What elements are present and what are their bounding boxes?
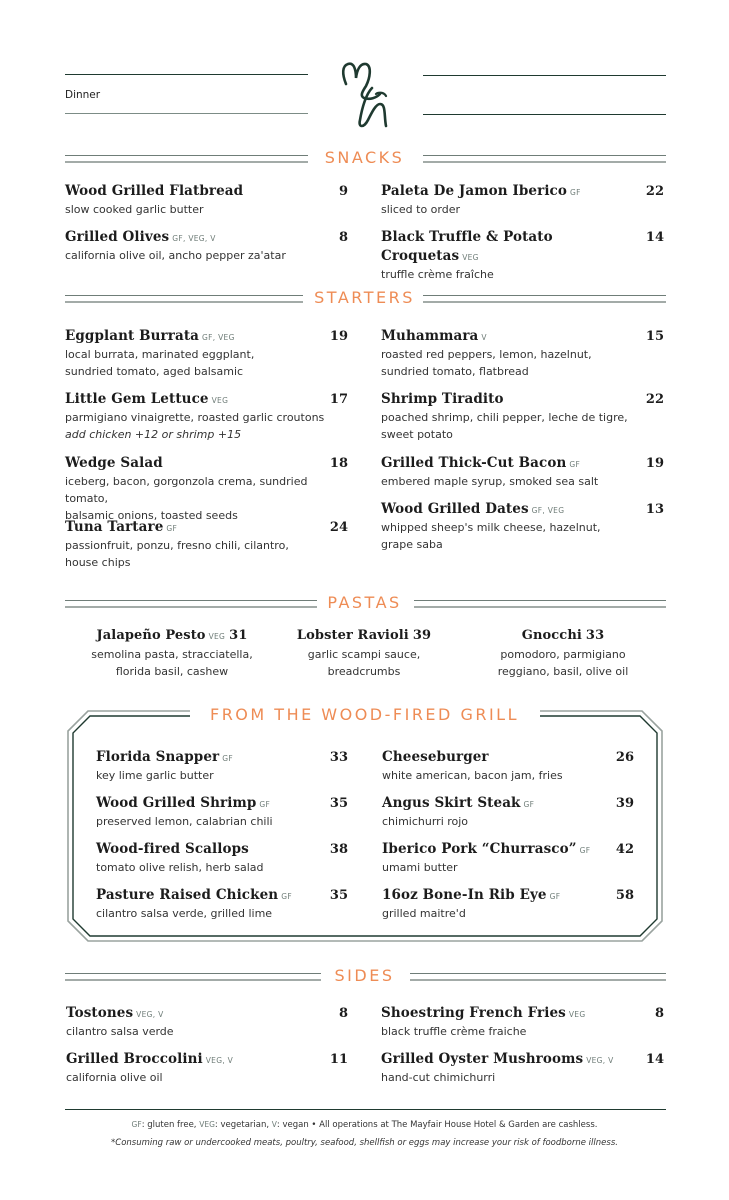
menu-item-name-wrap bbox=[65, 388, 228, 407]
menu-item bbox=[96, 884, 348, 922]
description-line: pomodoro, parmigiano bbox=[500, 648, 626, 661]
starters-rule-left bbox=[65, 295, 303, 303]
menu-item-header bbox=[96, 792, 348, 811]
menu-item-price: 35 bbox=[329, 796, 348, 811]
menu-item-price: 9 bbox=[338, 184, 348, 199]
legend-gf-key: GF bbox=[131, 1120, 142, 1129]
menu-item bbox=[65, 452, 348, 524]
pasta-item-header bbox=[473, 624, 653, 643]
menu-item-price: 35 bbox=[329, 888, 348, 903]
menu-item-price: 38 bbox=[329, 842, 348, 857]
header-rule-top-right bbox=[423, 75, 666, 76]
menu-item-name-wrap bbox=[381, 1002, 585, 1021]
menu-item-description bbox=[381, 346, 664, 380]
menu-item-price: 39 bbox=[615, 796, 634, 811]
menu-item bbox=[381, 498, 664, 553]
menu-item-price: 22 bbox=[645, 184, 664, 199]
description-line: iceberg, bacon, gorgonzola crema, sundried tomato, bbox=[65, 475, 308, 505]
add-on-note: add chicken +12 or shrimp +15 bbox=[65, 428, 242, 441]
description-line: key lime garlic butter bbox=[96, 769, 214, 782]
description-line: white american, bacon jam, fries bbox=[382, 769, 563, 782]
dietary-tag: GF bbox=[569, 460, 581, 469]
menu-item-name: Lobster Ravioli bbox=[296, 628, 409, 643]
menu-item-description bbox=[66, 1023, 348, 1040]
menu-item-name-wrap bbox=[381, 1048, 614, 1067]
menu-item-name-wrap bbox=[96, 792, 270, 811]
menu-item bbox=[65, 388, 348, 443]
menu-item-name: Shrimp Tiradito bbox=[381, 391, 504, 407]
menu-item-description bbox=[381, 266, 664, 283]
description-line: embered maple syrup, smoked sea salt bbox=[381, 475, 599, 488]
menu-item bbox=[381, 1002, 664, 1040]
menu-item bbox=[382, 884, 634, 922]
menu-item-header bbox=[66, 1048, 348, 1067]
menu-item-header bbox=[382, 838, 634, 857]
menu-item-description bbox=[65, 201, 348, 218]
menu-item-description bbox=[381, 201, 664, 218]
menu-item-price: 58 bbox=[615, 888, 634, 903]
menu-item-name-wrap bbox=[96, 746, 233, 765]
menu-item-description bbox=[96, 767, 348, 784]
menu-item-name: Grilled Oyster Mushrooms bbox=[381, 1051, 584, 1067]
section-title-grill: FROM THE WOOD-FIRED GRILL bbox=[209, 705, 520, 724]
menu-item-header bbox=[65, 516, 348, 535]
menu-item-header bbox=[65, 388, 348, 407]
menu-item-price: 33 bbox=[329, 750, 348, 765]
dietary-tag: VEG bbox=[568, 1010, 586, 1019]
menu-item-name: Wood Grilled Flatbread bbox=[65, 183, 244, 199]
menu-item-description bbox=[473, 646, 653, 680]
menu-item-price: 8 bbox=[654, 1006, 664, 1021]
dietary-tag: GF bbox=[259, 800, 271, 809]
menu-item-name-wrap bbox=[381, 226, 646, 264]
menu-item-name: Cheeseburger bbox=[382, 749, 489, 765]
menu-item-description bbox=[382, 813, 634, 830]
menu-item-name-wrap bbox=[381, 498, 564, 517]
menu-item-name-wrap bbox=[66, 1002, 164, 1021]
menu-item-header bbox=[381, 388, 664, 407]
menu-item bbox=[65, 516, 348, 571]
legend-veg-key: VEG bbox=[199, 1120, 215, 1129]
menu-item-description bbox=[82, 646, 262, 680]
menu-item-description bbox=[382, 905, 634, 922]
menu-item-header bbox=[381, 498, 664, 517]
dietary-tag: VEG, V bbox=[205, 1056, 234, 1065]
menu-item bbox=[381, 1048, 664, 1086]
menu-item-description bbox=[381, 519, 664, 553]
description-line: cilantro salsa verde, grilled lime bbox=[96, 907, 273, 920]
menu-item-name-wrap bbox=[66, 1048, 233, 1067]
menu-item-description bbox=[66, 1069, 348, 1086]
menu-item-price: 15 bbox=[645, 329, 664, 344]
description-line: california olive oil bbox=[66, 1071, 163, 1084]
meal-label: Dinner bbox=[65, 89, 101, 101]
menu-item-name: Grilled Thick-Cut Bacon bbox=[381, 455, 567, 471]
menu-item-header bbox=[382, 746, 634, 765]
dietary-tag: VEG bbox=[462, 253, 479, 262]
menu-item-description bbox=[381, 473, 664, 490]
menu-item-name-wrap bbox=[381, 325, 487, 344]
dietary-tag: GF, VEG, V bbox=[172, 234, 216, 243]
menu-item-description bbox=[96, 905, 348, 922]
menu-item-header bbox=[65, 226, 348, 245]
starters-rule-right bbox=[423, 295, 666, 303]
section-title-starters: STARTERS bbox=[314, 288, 415, 307]
menu-item-name: Angus Skirt Steak bbox=[382, 795, 521, 811]
menu-item bbox=[96, 746, 348, 784]
menu-item-name: Jalapeño Pesto bbox=[96, 628, 206, 643]
section-title-sides: SIDES bbox=[334, 966, 395, 985]
description-line: poached shrimp, chili pepper, leche de tigre, bbox=[381, 411, 628, 424]
dietary-tag: GF bbox=[569, 188, 581, 197]
menu-item-price: 24 bbox=[329, 520, 348, 535]
menu-item-price: 33 bbox=[585, 628, 605, 643]
menu-item-header bbox=[65, 452, 348, 471]
description-line: parmigiano vinaigrette, roasted garlic croutons bbox=[65, 411, 325, 424]
menu-item-description bbox=[65, 247, 348, 264]
menu-item-name-wrap bbox=[65, 325, 235, 344]
menu-item-name: Tuna Tartare bbox=[65, 519, 164, 535]
pasta-item-header bbox=[274, 624, 454, 643]
menu-item-name: Eggplant Burrata bbox=[65, 328, 200, 344]
section-title-pastas: PASTAS bbox=[327, 593, 402, 612]
dietary-tag: VEG, V bbox=[586, 1056, 614, 1065]
menu-item-description bbox=[274, 646, 454, 680]
menu-item-name: Paleta De Jamon Iberico bbox=[381, 183, 567, 199]
menu-item-price: 19 bbox=[329, 329, 348, 344]
menu-item bbox=[382, 792, 634, 830]
menu-item-price: 18 bbox=[329, 456, 348, 471]
description-line: sundried tomato, aged balsamic bbox=[65, 365, 244, 378]
menu-item-name: Little Gem Lettuce bbox=[65, 391, 209, 407]
description-line: grape saba bbox=[381, 538, 443, 551]
description-line: garlic scampi sauce, bbox=[307, 648, 421, 661]
snacks-rule-right bbox=[423, 155, 666, 163]
menu-item-header bbox=[382, 792, 634, 811]
menu-item-header bbox=[381, 452, 664, 471]
menu-item-header bbox=[66, 1002, 348, 1021]
sides-rule-left bbox=[65, 973, 321, 981]
menu-item-header bbox=[381, 226, 664, 264]
menu-item-header bbox=[65, 325, 348, 344]
menu-item bbox=[381, 226, 664, 283]
menu-item-name-wrap bbox=[382, 838, 590, 857]
menu-item-header bbox=[65, 180, 348, 199]
dietary-tag: GF bbox=[166, 524, 178, 533]
menu-item-description bbox=[96, 859, 348, 876]
menu-item-price: 14 bbox=[645, 1052, 664, 1067]
dietary-tag: GF, VEG bbox=[531, 506, 565, 515]
menu-item-name-wrap bbox=[381, 180, 581, 199]
menu-item-description bbox=[381, 409, 664, 443]
menu-item-name: Wood Grilled Shrimp bbox=[96, 795, 257, 811]
menu-item bbox=[381, 180, 664, 218]
dietary-tag: VEG bbox=[208, 632, 226, 641]
menu-item-description bbox=[381, 1023, 664, 1040]
menu-item bbox=[66, 1048, 348, 1086]
menu-item-price: 11 bbox=[329, 1052, 348, 1067]
menu-item-price: 19 bbox=[645, 456, 664, 471]
menu-item-name: Grilled Broccolini bbox=[66, 1051, 203, 1067]
menu-item-name: Florida Snapper bbox=[96, 749, 220, 765]
description-line: tomato olive relish, herb salad bbox=[96, 861, 264, 874]
menu-item-description bbox=[96, 813, 348, 830]
menu-item-price: 26 bbox=[615, 750, 634, 765]
menu-item-name: Black Truffle & Potato Croquetas bbox=[381, 229, 553, 264]
description-line: reggiano, basil, olive oil bbox=[497, 665, 629, 678]
menu-item-header bbox=[96, 746, 348, 765]
menu-item-price: 14 bbox=[645, 230, 664, 245]
description-line: umami butter bbox=[382, 861, 458, 874]
description-line: passionfruit, ponzu, fresno chili, cilantro, bbox=[65, 539, 289, 552]
menu-item-header bbox=[96, 884, 348, 903]
menu-item-name: Grilled Olives bbox=[65, 229, 170, 245]
menu-item bbox=[65, 325, 348, 380]
legend-v-key: V bbox=[271, 1120, 277, 1129]
menu-item bbox=[381, 325, 664, 380]
dietary-tag: GF bbox=[579, 846, 591, 855]
description-line: california olive oil, ancho pepper za'atar bbox=[65, 249, 286, 262]
menu-item-header bbox=[96, 838, 348, 857]
menu-item-price: 17 bbox=[329, 392, 348, 407]
dietary-tag: V bbox=[481, 333, 487, 342]
menu-item bbox=[381, 452, 664, 490]
menu-item bbox=[381, 388, 664, 443]
menu-item-name: Shoestring French Fries bbox=[381, 1005, 566, 1021]
menu-item-name: Muhammara bbox=[381, 328, 479, 344]
menu-item-name-wrap bbox=[65, 516, 177, 535]
description-line: breadcrumbs bbox=[327, 665, 401, 678]
menu-item-header bbox=[381, 1002, 664, 1021]
sides-rule-right bbox=[410, 973, 666, 981]
menu-item-name: Wood-fired Scallops bbox=[96, 841, 249, 857]
menu-item-price: 39 bbox=[412, 628, 432, 643]
dietary-tag: VEG, V bbox=[136, 1010, 164, 1019]
menu-item-header bbox=[381, 180, 664, 199]
menu-item-name-wrap bbox=[381, 388, 504, 407]
menu-item-name: Iberico Pork “Churrasco” bbox=[382, 841, 577, 857]
description-line: semolina pasta, stracciatella, bbox=[91, 648, 253, 661]
description-line: sweet potato bbox=[381, 428, 453, 441]
dietary-tag: GF bbox=[523, 800, 535, 809]
menu-item-name-wrap bbox=[381, 452, 580, 471]
legend-v: : vegan • All operations at The Mayfair House Hotel & Garden are cashless. bbox=[276, 1120, 598, 1130]
description-line: house chips bbox=[65, 556, 131, 569]
legend-gf: : gluten free, bbox=[141, 1120, 200, 1130]
description-line: black truffle crème fraiche bbox=[381, 1025, 527, 1038]
description-line: chimichurri rojo bbox=[382, 815, 469, 828]
menu-item-description bbox=[382, 767, 634, 784]
menu-item bbox=[65, 226, 348, 264]
dietary-legend bbox=[0, 1120, 729, 1130]
menu-item-name-wrap bbox=[96, 838, 249, 857]
footer-rule bbox=[65, 1109, 666, 1110]
menu-item-name-wrap bbox=[382, 746, 489, 765]
description-line: truffle crème fraîche bbox=[381, 268, 494, 281]
menu-item-name: 16oz Bone-In Rib Eye bbox=[382, 887, 547, 903]
pastas-rule-right bbox=[414, 600, 666, 608]
menu-item-price: 8 bbox=[338, 1006, 348, 1021]
menu-item-name-wrap bbox=[65, 452, 163, 471]
menu-item-description bbox=[381, 1069, 664, 1086]
header-rule-bottom-left bbox=[65, 113, 308, 114]
description-line: whipped sheep's milk cheese, hazelnut, bbox=[381, 521, 601, 534]
section-title-snacks: SNACKS bbox=[324, 148, 405, 167]
dietary-tag: GF, VEG bbox=[202, 333, 235, 342]
menu-item-price: 31 bbox=[229, 628, 248, 643]
description-line: hand-cut chimichurri bbox=[381, 1071, 496, 1084]
menu-item-name-wrap bbox=[65, 180, 243, 199]
description-line: balsamic onions, toasted seeds bbox=[65, 509, 238, 522]
pastas-rule-left bbox=[65, 600, 317, 608]
foodborne-disclaimer: *Consuming raw or undercooked meats, poultry, seafood, shellfish or eggs may increase your risk of foodborne illness. bbox=[111, 1138, 618, 1148]
description-line: cilantro salsa verde bbox=[66, 1025, 174, 1038]
header-rule-bottom-right bbox=[423, 114, 666, 115]
menu-item bbox=[382, 838, 634, 876]
description-line: preserved lemon, calabrian chili bbox=[96, 815, 273, 828]
dietary-tag: GF bbox=[281, 892, 292, 901]
pasta-item bbox=[473, 624, 653, 680]
menu-item-name-wrap bbox=[382, 884, 560, 903]
dietary-tag: VEG bbox=[211, 396, 229, 405]
menu-item-name-wrap bbox=[96, 884, 292, 903]
pasta-item bbox=[274, 624, 454, 680]
pasta-item-header bbox=[82, 624, 262, 643]
menu-item-description bbox=[65, 537, 348, 571]
description-line: sliced to order bbox=[381, 203, 461, 216]
menu-item-name-wrap bbox=[65, 226, 216, 245]
pasta-item bbox=[82, 624, 262, 680]
menu-item bbox=[382, 746, 634, 784]
dietary-tag: GF bbox=[549, 892, 561, 901]
menu-item bbox=[66, 1002, 348, 1040]
snacks-rule-left bbox=[65, 155, 308, 163]
menu-item-name: Gnocchi bbox=[521, 628, 582, 643]
menu-item-name: Tostones bbox=[66, 1005, 134, 1021]
dietary-tag: GF bbox=[222, 754, 233, 763]
description-line: florida basil, cashew bbox=[115, 665, 229, 678]
description-line: grilled maitre'd bbox=[382, 907, 466, 920]
menu-item-header bbox=[381, 325, 664, 344]
menu-item bbox=[96, 838, 348, 876]
description-line: local burrata, marinated eggplant, bbox=[65, 348, 255, 361]
description-line: sundried tomato, flatbread bbox=[381, 365, 529, 378]
menu-item bbox=[96, 792, 348, 830]
menu-item-description bbox=[65, 409, 348, 443]
menu-item-description bbox=[65, 346, 348, 380]
description-line: roasted red peppers, lemon, hazelnut, bbox=[381, 348, 592, 361]
legend-veg: : vegetarian, bbox=[214, 1120, 272, 1130]
menu-item-name: Wood Grilled Dates bbox=[381, 501, 529, 517]
menu-item-price: 8 bbox=[338, 230, 348, 245]
menu-item-name-wrap bbox=[382, 792, 534, 811]
menu-item-price: 22 bbox=[645, 392, 664, 407]
menu-item-description bbox=[382, 859, 634, 876]
menu-item-header bbox=[381, 1048, 664, 1067]
menu-item-header bbox=[382, 884, 634, 903]
header-rule-top-left bbox=[65, 74, 308, 75]
menu-item-price: 42 bbox=[615, 842, 634, 857]
menu-item-price: 13 bbox=[645, 502, 664, 517]
menu-item-name: Wedge Salad bbox=[65, 455, 163, 471]
mg-logo-icon bbox=[336, 58, 398, 132]
menu-item-name: Pasture Raised Chicken bbox=[96, 887, 279, 903]
menu-item bbox=[65, 180, 348, 218]
description-line: slow cooked garlic butter bbox=[65, 203, 204, 216]
